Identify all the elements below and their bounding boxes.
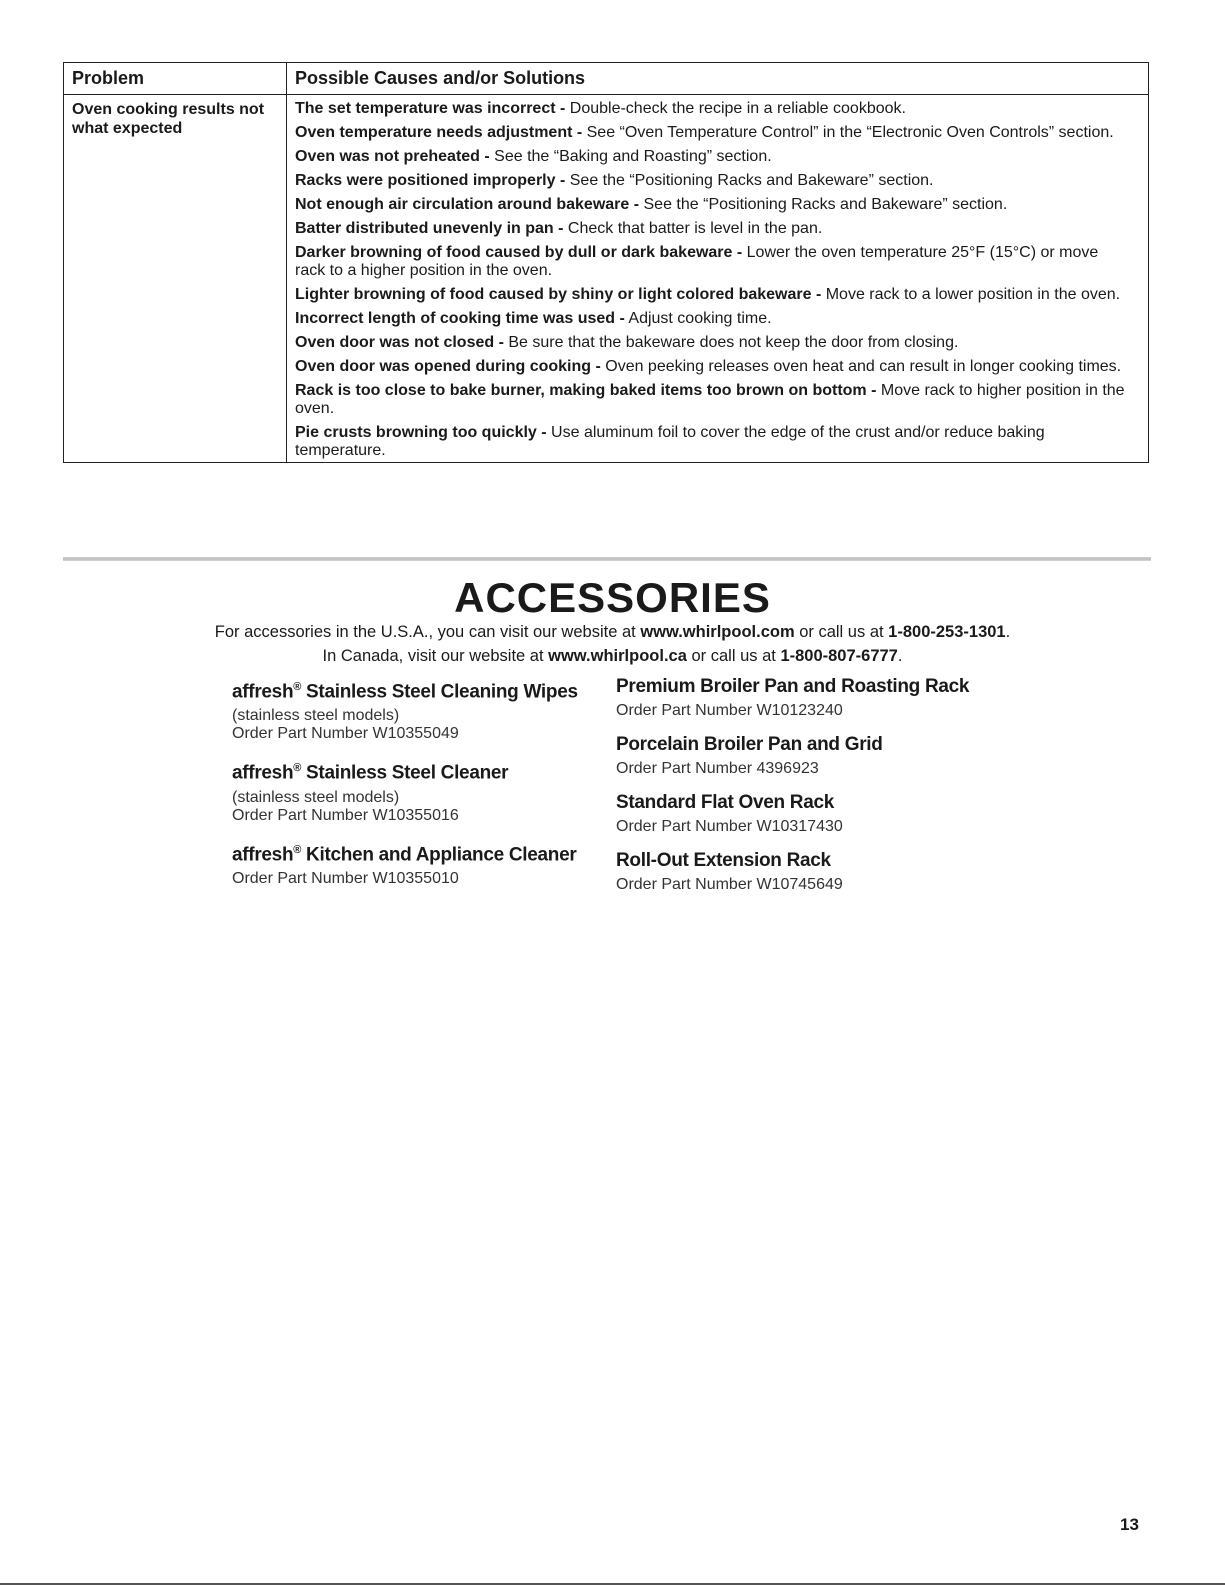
cause-item xyxy=(295,100,1128,118)
cause-title: The set temperature was incorrect - xyxy=(295,100,566,117)
cause-solution: Be sure that the bakeware does not keep the door from closing. xyxy=(503,334,959,351)
intro-us-mid: or call us at xyxy=(794,623,889,641)
cause-title: Incorrect length of cooking time was used - xyxy=(295,310,625,327)
accessory-detail: Order Part Number W10355016 xyxy=(232,806,459,824)
accessory-name xyxy=(232,676,602,703)
accessory-item xyxy=(616,792,1036,836)
accessory-name xyxy=(232,757,602,784)
accessory-item xyxy=(232,676,602,743)
cause-solution: Adjust cooking time. xyxy=(624,310,772,327)
cause-item xyxy=(295,244,1128,280)
accessory-item xyxy=(616,676,1036,720)
intro-us xyxy=(0,622,1225,642)
registered-mark: ® xyxy=(293,762,302,775)
accessory-name xyxy=(616,734,1036,756)
header-problem: Problem xyxy=(72,68,145,88)
cause-title: Oven was not preheated - xyxy=(295,148,490,165)
cause-solution: Move rack to higher position in the oven. xyxy=(295,382,1125,417)
accessory-detail: Order Part Number W10123240 xyxy=(616,702,843,719)
accessory-item xyxy=(616,734,1036,778)
accessory-detail: (stainless steel models) xyxy=(232,707,400,725)
cause-title: Oven temperature needs adjustment - xyxy=(295,124,583,141)
cause-item xyxy=(295,220,1128,238)
ca-website-link[interactable]: www.whirlpool.ca xyxy=(548,647,687,665)
cause-title: Oven door was not closed - xyxy=(295,334,504,351)
cause-title: Rack is too close to bake burner, making baked items too brown on bottom - xyxy=(295,382,877,399)
intro-ca-text: In Canada, visit our website at xyxy=(322,647,549,665)
cause-solution: See “Oven Temperature Control” in the “Electronic Oven Controls” section. xyxy=(582,124,1114,141)
accessory-item xyxy=(232,757,602,824)
cause-item xyxy=(295,172,1128,190)
cause-item xyxy=(295,334,1128,352)
cause-solution: Use aluminum foil to cover the edge of the crust and/or reduce baking temperature. xyxy=(295,424,1045,459)
table-row xyxy=(64,95,1148,462)
accessory-detail: Order Part Number W10355010 xyxy=(232,869,459,887)
page-number: 13 xyxy=(1120,1515,1139,1534)
product-name: Roll-Out Extension Rack xyxy=(616,850,831,871)
intro-ca-mid: or call us at xyxy=(686,647,781,665)
problem-cell: Oven cooking results not what expected xyxy=(72,101,265,137)
cause-title: Darker browning of food caused by dull or dark bakeware - xyxy=(295,244,743,261)
cause-title: Oven door was opened during cooking - xyxy=(295,358,601,375)
registered-mark: ® xyxy=(293,843,302,856)
cause-item xyxy=(295,286,1128,304)
cause-solution: Double-check the recipe in a reliable cookbook. xyxy=(565,100,906,117)
intro-ca-end: . xyxy=(897,647,903,665)
accessory-detail: Order Part Number 4396923 xyxy=(616,760,819,777)
intro-us-text: For accessories in the U.S.A., you can visit our website at xyxy=(214,623,641,641)
us-phone: 1-800-253-1301 xyxy=(888,623,1006,641)
intro-canada xyxy=(0,646,1225,666)
product-name: Stainless Steel Cleaner xyxy=(301,762,509,784)
causes-cell xyxy=(286,95,1148,462)
cause-title: Batter distributed unevenly in pan - xyxy=(295,220,564,237)
table-header-row xyxy=(64,63,1148,95)
cause-item xyxy=(295,148,1128,166)
cause-solution: Lower the oven temperature 25°F (15°C) or move rack to a higher position in the oven. xyxy=(295,244,1099,279)
product-name: Kitchen and Appliance Cleaner xyxy=(301,843,577,865)
accessories-left-column xyxy=(232,676,602,902)
registered-mark: ® xyxy=(293,681,302,693)
accessories-right-column xyxy=(616,676,1036,908)
accessories-title: ACCESSORIES xyxy=(454,574,771,621)
cause-title: Pie crusts browning too quickly - xyxy=(295,424,547,441)
product-name: Stainless Steel Cleaning Wipes xyxy=(301,681,578,703)
brand-name: affresh xyxy=(232,681,294,703)
brand-name: affresh xyxy=(232,762,294,784)
section-divider xyxy=(63,557,1151,561)
brand-name: affresh xyxy=(232,843,294,865)
us-website-link[interactable]: www.whirlpool.com xyxy=(640,623,795,641)
accessory-detail: (stainless steel models) xyxy=(232,788,400,806)
cause-title: Lighter browning of food caused by shiny or light colored bakeware - xyxy=(295,286,822,303)
cause-item xyxy=(295,424,1128,460)
accessory-detail: Order Part Number W10745649 xyxy=(616,876,843,893)
cause-item xyxy=(295,358,1128,376)
ca-phone: 1-800-807-6777 xyxy=(780,647,898,665)
cause-item xyxy=(295,310,1128,328)
accessory-detail: Order Part Number W10355049 xyxy=(232,725,459,743)
accessory-name xyxy=(616,676,1036,698)
cause-solution: Check that batter is level in the pan. xyxy=(563,220,823,237)
cause-solution: Move rack to a lower position in the oven. xyxy=(821,286,1121,303)
accessory-detail: Order Part Number W10317430 xyxy=(616,818,843,835)
cause-solution: See the “Positioning Racks and Bakeware” section. xyxy=(565,172,934,189)
cause-solution: See the “Positioning Racks and Bakeware” section. xyxy=(639,196,1008,213)
product-name: Porcelain Broiler Pan and Grid xyxy=(616,734,883,755)
cause-solution: Oven peeking releases oven heat and can result in longer cooking times. xyxy=(600,358,1122,375)
intro-us-end: . xyxy=(1005,623,1011,641)
product-name: Premium Broiler Pan and Roasting Rack xyxy=(616,676,970,697)
cause-item xyxy=(295,124,1128,142)
cause-title: Racks were positioned improperly - xyxy=(295,172,566,189)
accessory-name xyxy=(616,792,1036,814)
cause-solution: See the “Baking and Roasting” section. xyxy=(489,148,772,165)
accessory-item xyxy=(616,850,1036,894)
accessory-name xyxy=(232,839,602,866)
header-causes: Possible Causes and/or Solutions xyxy=(286,63,1148,94)
accessory-name xyxy=(616,850,1036,872)
troubleshooting-table xyxy=(63,62,1149,463)
cause-title: Not enough air circulation around bakeware - xyxy=(295,196,640,213)
cause-item xyxy=(295,382,1128,418)
accessory-item xyxy=(232,839,602,888)
cause-item xyxy=(295,196,1128,214)
product-name: Standard Flat Oven Rack xyxy=(616,792,835,813)
